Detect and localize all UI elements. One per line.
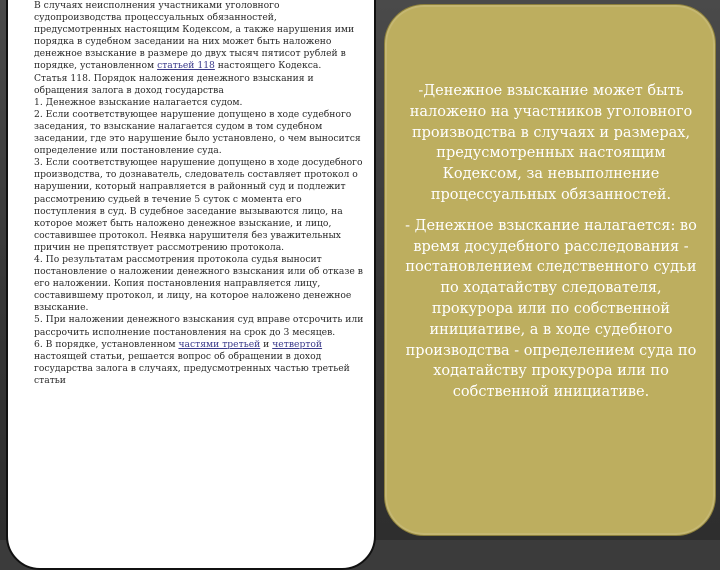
summary-text <box>403 81 699 403</box>
paragraph-item-5: 5. При наложении денежного взыскания суд вправе отсрочить или рассрочить исполнение постановления на срок до 3 месяцев. <box>34 314 364 338</box>
document-panel <box>6 0 376 570</box>
paragraph-intro: В случаях неисполнения участниками уголовного судопроизводства процессуальных обязанностей, предусмотренных настоящим Кодексом, а также нарушения ими порядка в судебном заседании на них может быть наложено денежное взыскание в размере до двух тысяч пятисот рублей в порядке, установленном статьей 118 настоящего Кодекса. <box>34 0 355 72</box>
summary-panel <box>384 4 716 536</box>
paragraph-item-1: 1. Денежное взыскание налагается судом. <box>34 96 243 108</box>
fourth-part-link[interactable]: четвертой <box>272 338 323 350</box>
paragraph-item-3: 3. Если соответствующее нарушение допущено в ходе досудебного производства, то дознаватель, следователь составляет протокол о нарушении, который направляется в районный суд и подлежит рассмотрению судьей в течение 5 суток с момента его поступления в суд. В судебное заседание вызываются лицо, на которое может быть наложено денежное взыскание, и лицо, составившее протокол. Неявка нарушителя без уважительных причин не препятствует рассмотрению протокола. <box>34 157 363 253</box>
paragraph-item-2: 2. Если соответствующее нарушение допущено в ходе судебного заседания, то взыскание налагается судом в том судебном заседании, где это нарушение было установлено, о чем выносится определение или постановление суда. <box>34 108 361 157</box>
parts-link[interactable]: частями третьей <box>178 338 261 350</box>
article-link[interactable]: статьей 118 <box>157 60 215 72</box>
paragraph-item-4: 4. По результатам рассмотрения протокола судья выносит постановление о наложении денежного взыскания или об отказе в его наложении. Копия постановления направляется лицу, составившему протокол, и лицу, на которое наложено денежное взыскание. <box>34 253 363 314</box>
summary-point-1: -Денежное взыскание может быть наложено на участников уголовного производства в случаях и размерах, предусмотренных настоящим Кодексом, за невыполнение процессуальных обязанностей. <box>409 83 693 203</box>
summary-point-2: - Денежное взыскание налагается: во время досудебного расследования - постановлением следственного судьи по ходатайству следователя, прокурора или по собственной инициативе, а в ходе судебного производства - определением суда по ходатайству прокурора или по собственной инициативе. <box>405 217 697 401</box>
document-text <box>34 0 364 387</box>
paragraph-item-6: 6. В порядке, установленном частями третьей и четвертой настоящей статьи, решается вопрос об обращении в доход государства залога в случаях, предусмотренных частью третьей статьи <box>34 338 350 386</box>
article-heading: Статья 118. Порядок наложения денежного взыскания и обращения залога в доход государства <box>34 72 314 96</box>
